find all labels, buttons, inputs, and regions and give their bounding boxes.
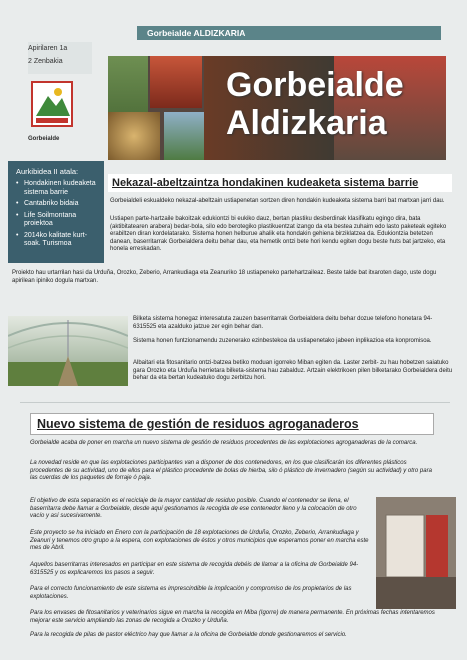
hero-photo-produce (150, 56, 202, 108)
contents-sidebar (8, 161, 104, 263)
section-title-spanish: Nuevo sistema de gestión de residuos agroganaderos (30, 413, 434, 435)
hero-banner (108, 56, 446, 160)
contents-item: • Life Soilmontana proiektoa (16, 212, 96, 229)
hero-photo-cake (108, 112, 160, 160)
issue-number-line: 2 Zenbakia (28, 58, 63, 65)
paragraph: La novedad reside en que las explotaciones participantes van a disponer de dos contenedores, en los que clasificarán los diferentes plásticos procedentes de su actividad, uno de ellos para el plástico procedente de bolas de hierba, silo ó plástico de invernadero (según su actividad) y otro para las cuerdas de los paquetes de forraje ó paja. (30, 460, 432, 482)
paragraph: Albaitari eta fitosanitario ontzi-batzea betiko moduan igorreko Miban egiten da. Laster zerbit- zu hau hobetzen saiatuko gara Orozko eta Urduña herrietara bilketa-sistema hau zabalduz. Artzain elektrikoen pilen bilketarako Gorbeialdera deitu behar da eta bertan kudeatuko dogu zerbitzu hori. (133, 360, 453, 382)
paragraph: Aquellos baserritarras interesados en participar en este sistema de recogida debéis de llamar a la oficina de Gorbeialde 94-6315525 y os explicaremos los pasos a seguir. (30, 562, 359, 576)
contents-list (16, 180, 96, 249)
logo-title: Gorbeialde (28, 136, 60, 142)
paragraph: Bilketa sistema honegaz interesatuta zauzen baserritarrak Gorbeialdera deitu behar dozue telefono honetara 94-6315525 eta azalduko jatzue zer egin behar dan. (133, 316, 433, 330)
contents-item: • Hondakinen kudeaketa sistema barrie (16, 180, 96, 197)
paragraph: Para los envases de fitosanitarios y veterinarios sigue en marcha la recogida en Miba (Igorre) de manera permanente. En próximas fechas intentaremos mejorar este servicio ampliando las zonas de recogida a Orozko y Urduña. (30, 610, 435, 624)
logo-icon (28, 80, 76, 130)
paragraph: Este proyecto se ha iniciado en Enero con la participación de 18 explotaciones de Urduña, Orozko, Zeberio, Arrankudiaga y Zeanuri y tenemos otro grupo a la espera, con explotaciones de éstos y otros municipios que esperamos poner en marcha este mes de Abril. (30, 530, 369, 552)
gorbeialde-logo (28, 80, 76, 142)
issue-date (28, 42, 92, 74)
container-photo (376, 497, 456, 609)
paragraph: Ustiapen parte-hartzaile bakoitzak edukiontzi bi eukiko dauz, bertan plastiku desberdinak klasifikatu egingo dira, bata (aktibitatearen arabera) bedar-bola, silo edo berotegiko plastikuentzat izango da eta bestea zuhaim edo lasto paketeak egiteko erabiltzen diran kordelatarako. Sistema honen helburue ahalik eta hondakin gehiena birziklatzea da. Edukiontzia betetzen danean, baserritarrak Gorbeialdera deitu behar dau, eta hemetik ontzi bete hori kendu egiten dogu beste huts bat jartzeko, eta honela erreskadan. (110, 216, 447, 253)
masthead-banner: Gorbeialde ALDIZKARIA (137, 26, 441, 40)
contents-item: • Cantabriko bidaia (16, 200, 96, 209)
container-icon (376, 497, 456, 609)
hero-title-line2: Aldizkaria (226, 104, 387, 142)
issue-date-line: Apirilaren 1a (28, 45, 68, 52)
paragraph: Para el correcto funcionamiento de este sistema es imprescindible la implicación y compromiso de los propietarios de las explotaciones. (30, 586, 352, 600)
paragraph: Gorbeialdeli eskualdeko nekazal-abeltzain ustiapenetan sortzen diren hondakin kudeaketa sistema barri bat martxan jarri dau. (110, 198, 445, 204)
greenhouse-icon (8, 316, 128, 386)
paragraph: Gorbeialde acaba de poner en marcha un nuevo sistema de gestión de residuos procedentes de las explotaciones agroganaderas de la comarca. (30, 440, 418, 446)
greenhouse-photo (8, 316, 128, 386)
hero-title-line1: Gorbeialde (226, 66, 404, 104)
section-divider (20, 402, 450, 403)
contents-item: • 2014ko kalitate kurt- soak. Turismoa (16, 232, 96, 249)
paragraph: El objetivo de esta separación es el reciclaje de la mayor cantidad de residuo posible. Cuando el contenedor se llena, el baserritarra debe llamar a Gorbeialde, desde aquí gestionamos la recogida de ese contenedor lleno y la colocación de otro vacío y así sucesivamente. (30, 498, 357, 520)
section-title-basque: Nekazal-abeltzaintza hondakinen kudeaketa sistema barrie (108, 174, 452, 192)
paragraph: Sistema honen funtzionamendu zuzenerako ezinbestekoa da ustiapenetako jabeen inplikazioa eta konpromisoa. (133, 338, 432, 344)
paragraph: Proiekto hau urtarrilan hasi da Urduña, Orozko, Zeberio, Arrankudiaga eta Zeanuriko 18 ustiapeneko partehartzaileaz. Beste talde bat itxaroten dago, uste dogu apirilean ipiniko dogula martxan. (12, 270, 437, 284)
paragraph: Para la recogida de pilas de pastor eléctrico hay que llamar a la oficina de Gorbeialde donde gestionaremos el servicio. (30, 632, 347, 638)
contents-heading: Aurkibidea II atala: (16, 167, 79, 176)
